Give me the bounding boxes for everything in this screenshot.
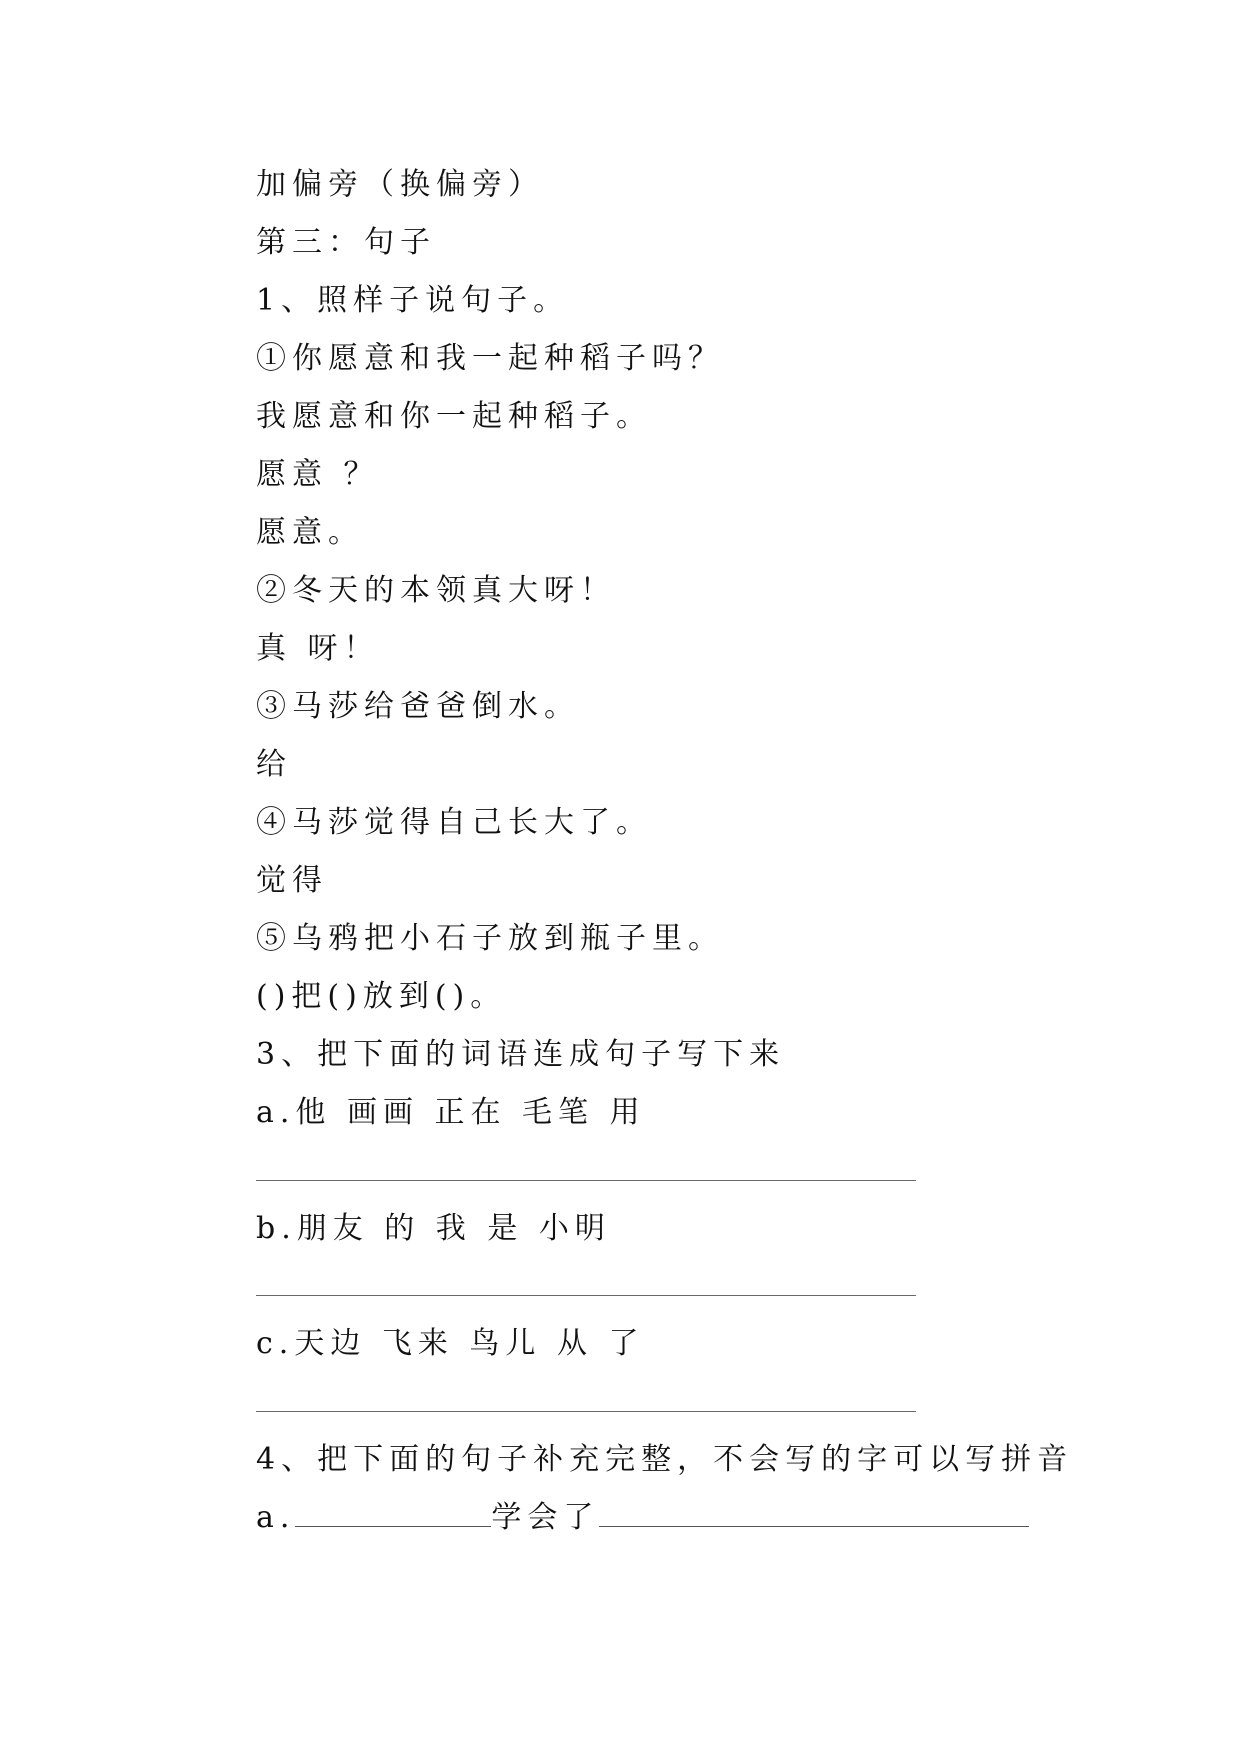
blank-subject[interactable] (295, 1500, 491, 1527)
item-a-verb: 学会了 (491, 1500, 600, 1535)
section-three-title: 第三：句子 (256, 225, 436, 260)
practice-2: 真 呀！ (256, 631, 380, 666)
practice-1-question: 愿意 ？ (256, 457, 380, 492)
exercise-3-item-b: b.朋友 的 我 是 小明 (256, 1211, 611, 1246)
answer-line-c[interactable] (256, 1411, 916, 1412)
exercise-4-item-a (256, 1498, 1029, 1538)
exercise-1-title: 1、照样子说句子。 (256, 283, 570, 318)
exercise-3-title: 3、把下面的词语连成句子写下来 (256, 1037, 786, 1072)
exercise-3-item-a: a.他 画画 正在 毛笔 用 (256, 1095, 646, 1130)
exercise-4-title: 4、把下面的句子补充完整，不会写的字可以写拼音 (256, 1442, 1074, 1477)
blank-object[interactable] (599, 1500, 1029, 1527)
example-2: ②冬天的本领真大呀！ (256, 573, 616, 608)
practice-5: ()把()放到()。 (256, 979, 507, 1014)
example-3: ③马莎给爸爸倒水。 (256, 689, 580, 724)
example-4: ④马莎觉得自己长大了。 (256, 805, 652, 840)
practice-3: 给 (256, 747, 292, 782)
practice-4: 觉得 (256, 863, 328, 898)
item-a-prefix: a. (256, 1500, 296, 1535)
example-1-question: ①你愿意和我一起种稻子吗？ (256, 341, 724, 376)
answer-line-a[interactable] (256, 1180, 916, 1181)
example-5: ⑤乌鸦把小石子放到瓶子里。 (256, 921, 724, 956)
practice-1-answer: 愿意。 (256, 515, 364, 550)
example-1-answer: 我愿意和你一起种稻子。 (256, 399, 652, 434)
exercise-3-item-c: c.天边 飞来 鸟儿 从 了 (256, 1326, 645, 1361)
answer-line-b[interactable] (256, 1295, 916, 1296)
heading-radical: 加偏旁（换偏旁） (256, 167, 544, 202)
